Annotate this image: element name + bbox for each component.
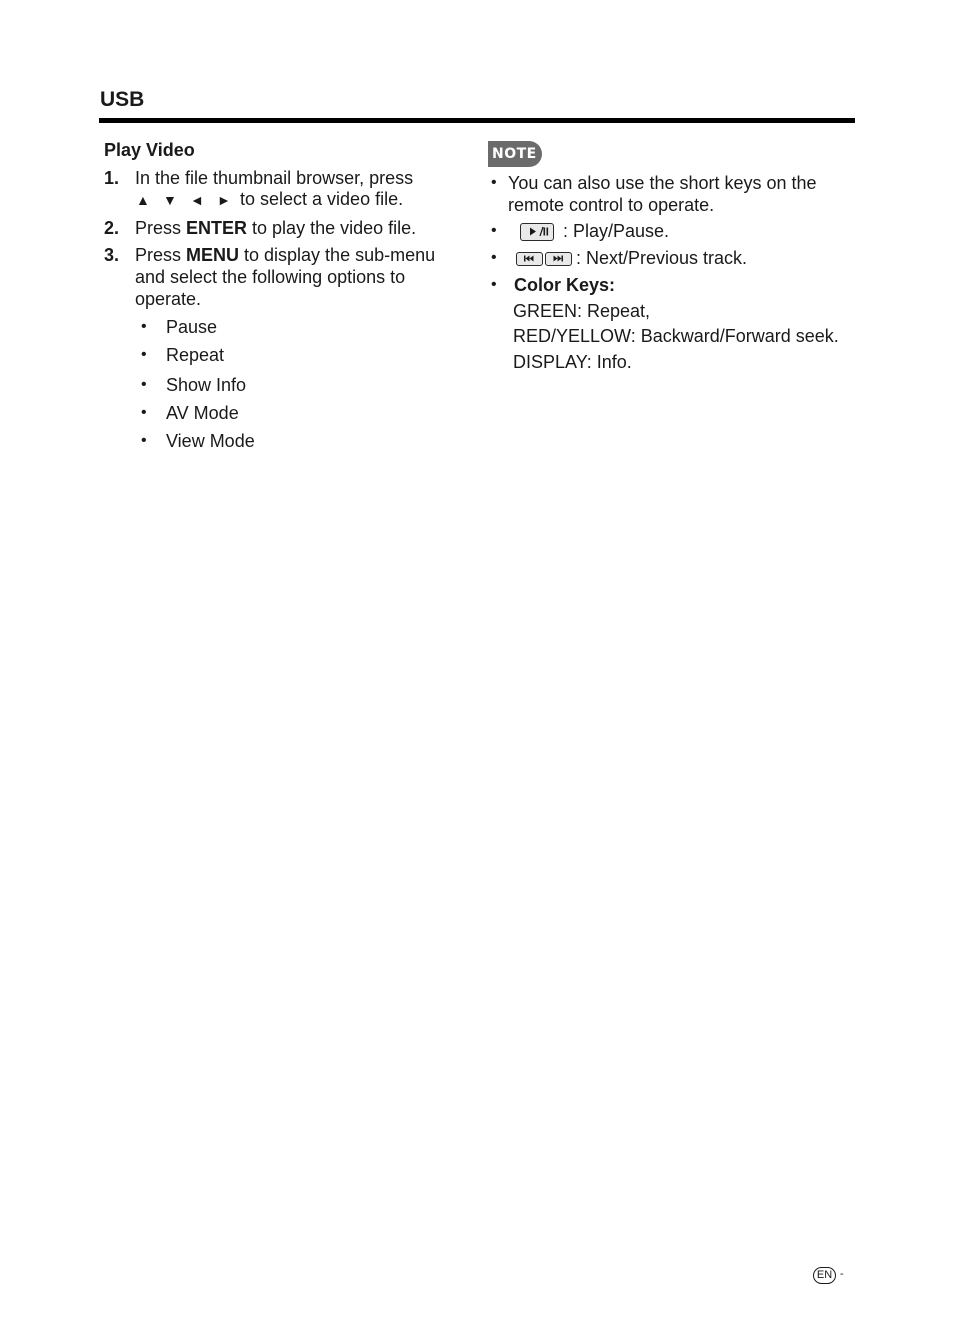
option-view-mode: View Mode: [166, 431, 255, 451]
play-video-heading: Play Video: [104, 140, 195, 160]
option-bullet: •: [141, 432, 147, 449]
note-bullet: •: [491, 249, 497, 266]
step-1-arrow-keys: [136, 189, 235, 211]
next-previous-label: : Next/Previous track.: [576, 248, 748, 268]
option-av-mode: AV Mode: [166, 403, 239, 423]
page-number-dash: -: [840, 1268, 844, 1280]
enter-key-label: ENTER: [186, 218, 248, 238]
step-2-text: [135, 217, 416, 239]
down-arrow-icon: ▼: [163, 192, 177, 208]
note-bullet: •: [491, 174, 497, 191]
next-track-key-icon: [545, 252, 572, 266]
step-3-number: 3.: [104, 245, 120, 265]
option-bullet: •: [141, 318, 147, 335]
step-3-text: [135, 244, 435, 266]
note-item-short-keys: You can also use the short keys on the: [508, 173, 817, 193]
color-key-red-yellow: RED/YELLOW: Backward/Forward seek.: [513, 326, 839, 346]
option-show-info: Show Info: [166, 375, 247, 395]
previous-track-key-icon: [516, 252, 543, 266]
play-pause-key-icon: [520, 223, 554, 241]
step-2-suffix: to play the video file.: [247, 218, 417, 238]
step-1-number: 1.: [104, 168, 120, 188]
color-keys-heading: Color Keys:: [514, 275, 616, 295]
color-key-display: DISPLAY: Info.: [513, 352, 632, 372]
play-pause-label: : Play/Pause.: [563, 221, 670, 241]
step-1-text: In the file thumbnail browser, press: [135, 168, 414, 188]
right-arrow-icon: ►: [217, 192, 231, 208]
language-badge: EN: [813, 1267, 836, 1284]
section-title-rule: [99, 118, 855, 123]
note-item-short-keys-cont: remote control to operate.: [508, 195, 715, 215]
color-key-green: GREEN: Repeat,: [513, 301, 651, 321]
note-bullet: •: [491, 276, 497, 293]
note-bullet: •: [491, 222, 497, 239]
menu-key-label: MENU: [186, 245, 240, 265]
section-title: USB: [100, 88, 145, 111]
left-arrow-icon: ◄: [190, 192, 204, 208]
step-2-prefix: Press: [135, 218, 187, 238]
step-1-text-cont: to select a video file.: [240, 189, 404, 209]
step-3-text-cont-2: operate.: [135, 289, 202, 309]
step-3-prefix: Press: [135, 245, 187, 265]
option-bullet: •: [141, 404, 147, 421]
step-2-number: 2.: [104, 218, 120, 238]
step-3-text-cont: and select the following options to: [135, 267, 406, 287]
option-pause: Pause: [166, 317, 218, 337]
option-bullet: •: [141, 346, 147, 363]
option-bullet: •: [141, 376, 147, 393]
option-repeat: Repeat: [166, 345, 225, 365]
up-arrow-icon: ▲: [136, 192, 150, 208]
step-3-suffix: to display the sub-menu: [239, 245, 436, 265]
note-badge: NOTE: [488, 141, 542, 167]
